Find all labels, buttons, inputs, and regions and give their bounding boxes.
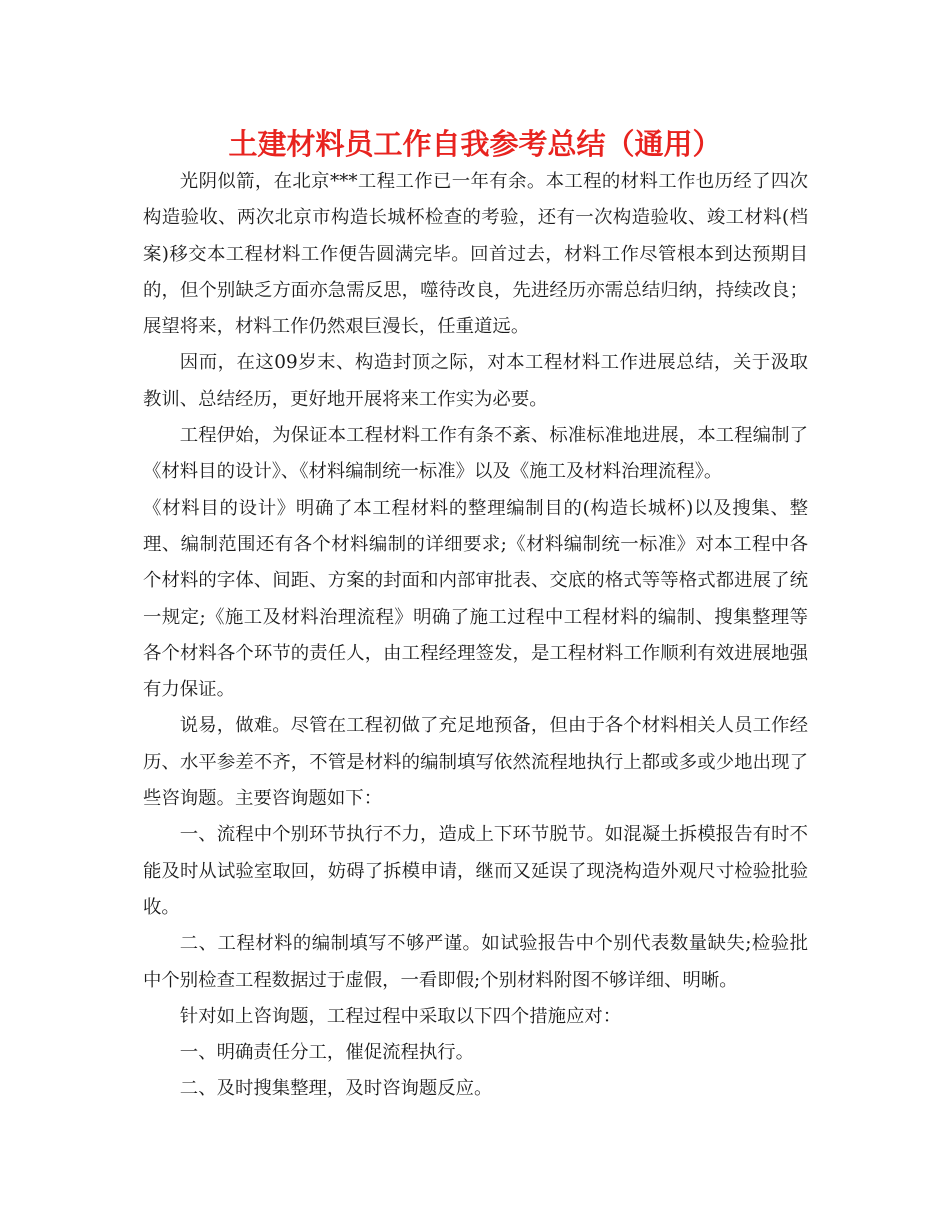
paragraph-problems-intro: 说易，做难。尽管在工程初做了充足地预备，但由于各个材料相关人员工作经历、水平参差不齐，不管是材料的编制填写依然流程地执行上都或多或少地出现了些咨询题。主要咨询题如下： — [143, 715, 808, 810]
paragraph-purpose: 因而，在这09岁末、构造封顶之际，对本工程材料工作进展总结，关于汲取教训、总结经历，更好地开展将来工作实为必要。 — [143, 352, 808, 410]
paragraph-measures-intro: 针对如上咨询题，工程过程中采取以下四个措施应对： — [179, 1005, 622, 1027]
document-body — [143, 164, 808, 1108]
paragraph-preparation: 工程伊始，为保证本工程材料工作有条不紊、标准标准地进展，本工程编制了《材料目的设计》、《材料编制统一标准》以及《施工及材料治理流程》。 — [143, 425, 808, 483]
paragraph-problem-one: 一、流程中个别环节执行不力，造成上下环节脱节。如混凝土拆模报告有时不能及时从试验室取回，妨碍了拆模申请，继而又延误了现浇构造外观尺寸检验批验收。 — [143, 824, 808, 918]
paragraph-measure-two: 二、及时搜集整理，及时咨询题反应。 — [179, 1078, 493, 1100]
paragraph-standards: 《材料目的设计》明确了本工程材料的整理编制目的(构造长城杯)以及搜集、整理、编制范围还有各个材料编制的详细要求;《材料编制统一标准》对本工程中各个材料的字体、间距、方案的封面和内部审批表、交底的格式等等格式都进展了统一规定;《施工及材料治理流程》明确了施工过程中工程材料的编制、搜集整理等各个材料各个环节的责任人，由工程经理签发，是工程材料工作顺利有效进展地强有力保证。 — [143, 497, 808, 701]
paragraph-intro: 光阴似箭，在北京***工程工作已一年有余。本工程的材料工作也历经了四次构造验收、两次北京市构造长城杯检查的考验，还有一次构造验收、竣工材料(档案)移交本工程材料工作便告圆满完毕。回首过去，材料工作尽管根本到达预期目的，但个别缺乏方面亦急需反思，噬待改良，先进经历亦需总结归纳，持续改良；展望将来，材料工作仍然艰巨漫长，任重道远。 — [143, 171, 808, 338]
paragraph-measure-one: 一、明确责任分工，催促流程执行。 — [179, 1042, 475, 1064]
document-title: 土建材料员工作自我参考总结（通用） — [228, 127, 722, 161]
paragraph-problem-two: 二、工程材料的编制填写不够严谨。如试验报告中个别代表数量缺失;检验批中个别检查工程数据过于虚假，一看即假;个别材料附图不够详细、明晰。 — [143, 933, 808, 991]
